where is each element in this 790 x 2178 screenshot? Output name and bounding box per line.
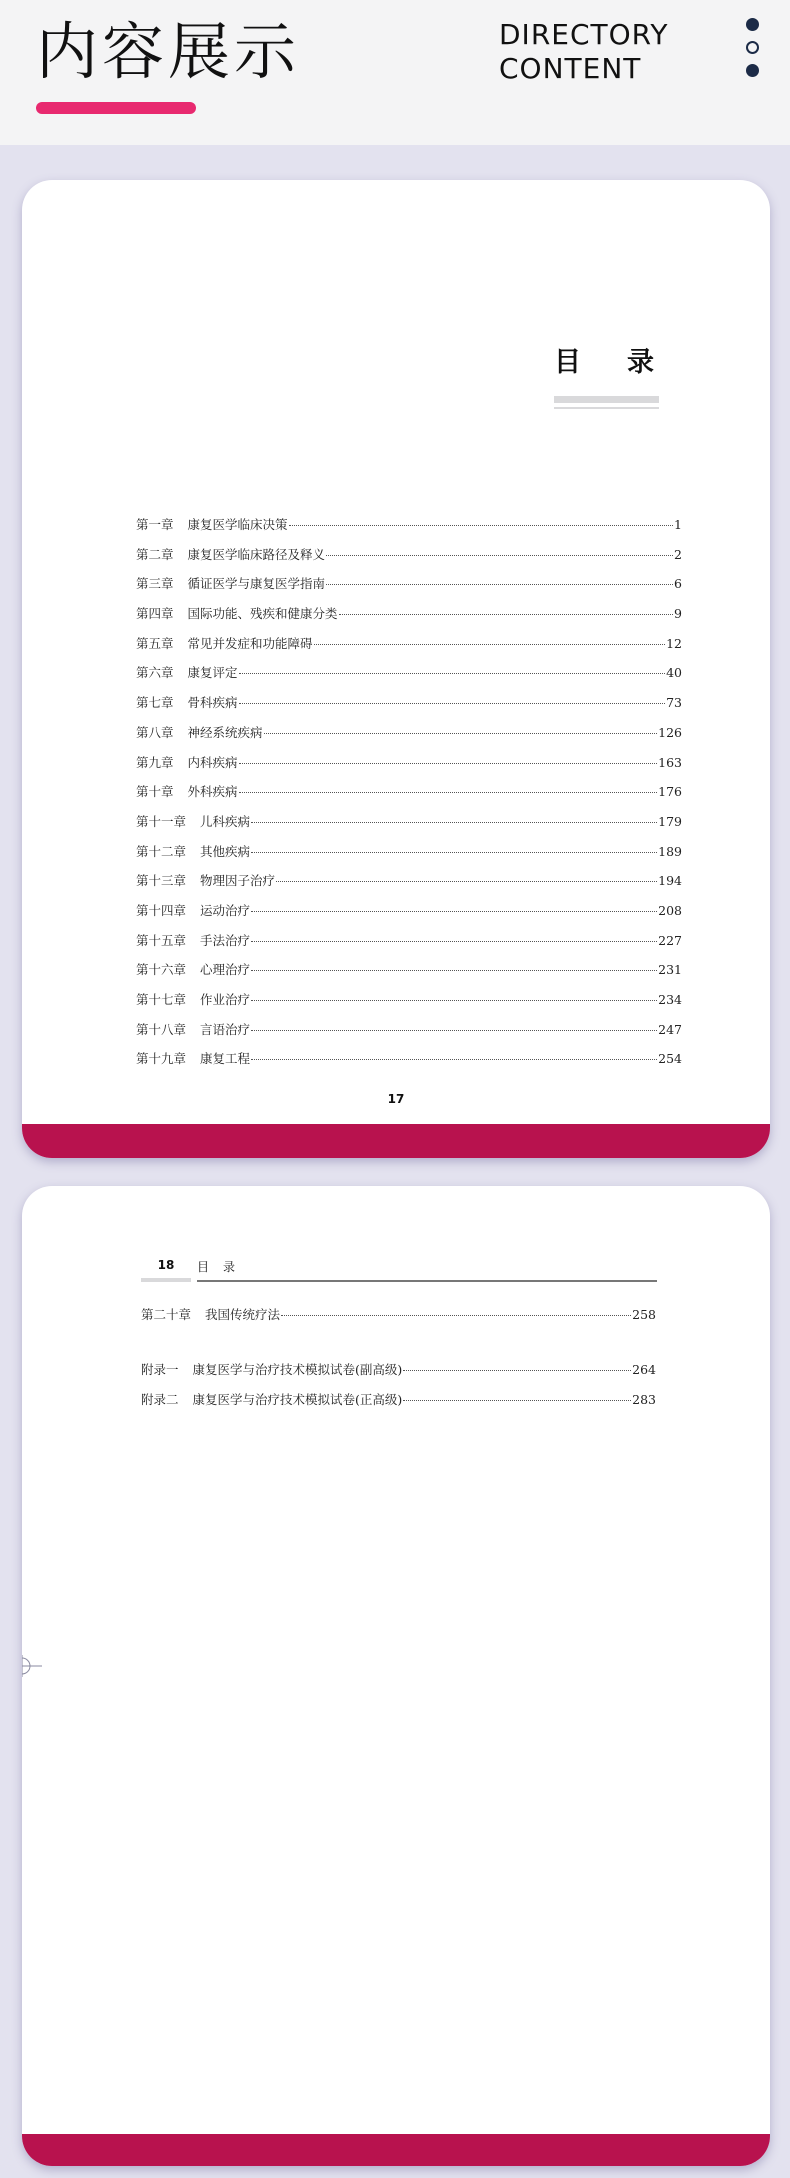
page-footer-band bbox=[22, 1124, 770, 1158]
toc-entry-title: 康复医学与治疗技术模拟试卷(正高级) bbox=[192, 1392, 403, 1407]
toc-entry bbox=[136, 604, 682, 634]
toc-chapter-label: 第十二章 bbox=[136, 843, 187, 859]
toc-entry-title: 儿科疾病 bbox=[200, 813, 251, 829]
toc-page-number: 2 bbox=[674, 546, 682, 562]
toc-entry bbox=[136, 515, 682, 545]
toc-page-number: 1 bbox=[674, 517, 682, 532]
toc-leader-dots bbox=[251, 1000, 657, 1001]
toc-leader-dots bbox=[339, 614, 674, 615]
toc-leader-dots bbox=[239, 763, 658, 764]
toc-entry bbox=[136, 842, 682, 872]
toc-chapter-label: 第十四章 bbox=[136, 902, 187, 918]
dot-filled-icon bbox=[746, 18, 759, 31]
toc-page-number: 126 bbox=[658, 724, 682, 740]
toc-chapter-label: 第十六章 bbox=[136, 962, 187, 978]
toc-leader-dots bbox=[403, 1370, 631, 1371]
toc-chapter-label: 第十五章 bbox=[136, 932, 187, 948]
toc-heading: 目录 bbox=[554, 347, 700, 378]
toc-leader-dots bbox=[239, 673, 666, 674]
header-accent-bar bbox=[36, 102, 196, 114]
toc-entry bbox=[136, 545, 682, 575]
toc-chapter-label: 第十九章 bbox=[136, 1051, 187, 1067]
toc-entry bbox=[136, 693, 682, 723]
toc-entry bbox=[136, 723, 682, 753]
toc-entry bbox=[136, 1020, 682, 1050]
toc-page-number: 254 bbox=[658, 1051, 682, 1067]
toc-entry-title: 神经系统疾病 bbox=[187, 724, 263, 740]
toc-page-number: 227 bbox=[658, 932, 682, 948]
header-english-line-2: CONTENT bbox=[499, 52, 642, 85]
dot-filled-icon bbox=[746, 64, 759, 77]
toc-leader-dots bbox=[314, 644, 666, 645]
toc-entry-title: 内科疾病 bbox=[187, 754, 238, 770]
page-footer-band bbox=[22, 2134, 770, 2166]
toc-entry-title: 康复医学临床决策 bbox=[187, 517, 288, 532]
header-english-line-1: DIRECTORY bbox=[499, 18, 669, 51]
toc-leader-dots bbox=[281, 1315, 631, 1316]
dot-hollow-icon bbox=[746, 41, 759, 54]
toc-page-number: 12 bbox=[666, 635, 682, 651]
header-title: 内容展示 bbox=[36, 15, 301, 88]
toc-page-number: 258 bbox=[632, 1307, 656, 1322]
toc-leader-dots bbox=[289, 525, 674, 526]
appendix-list bbox=[141, 1360, 656, 1420]
toc-entry-title: 康复工程 bbox=[200, 1051, 251, 1067]
running-header-rule bbox=[197, 1280, 657, 1282]
toc-leader-dots bbox=[251, 911, 657, 912]
toc-entry bbox=[136, 1049, 682, 1079]
toc-leader-dots bbox=[251, 822, 657, 823]
toc-leader-dots bbox=[326, 555, 673, 556]
toc-entry-title: 心理治疗 bbox=[200, 962, 251, 978]
toc-entry-title: 运动治疗 bbox=[200, 902, 251, 918]
toc-leader-dots bbox=[264, 733, 658, 734]
toc-leader-dots bbox=[239, 792, 658, 793]
running-page-number-bar bbox=[141, 1278, 191, 1282]
toc-entry bbox=[136, 634, 682, 664]
toc-page-number: 208 bbox=[658, 902, 682, 918]
toc-leader-dots bbox=[251, 852, 657, 853]
toc-chapter-label: 第四章 bbox=[136, 606, 174, 622]
toc-entry-title: 康复医学临床路径及释义 bbox=[187, 546, 326, 562]
toc-entry-title: 常见并发症和功能障碍 bbox=[187, 635, 313, 651]
toc-list-continued bbox=[141, 1305, 656, 1335]
toc-page-number: 264 bbox=[632, 1362, 656, 1377]
toc-entry-title: 言语治疗 bbox=[200, 1021, 251, 1037]
running-page-number: 18 bbox=[157, 1258, 175, 1272]
toc-page-number: 40 bbox=[666, 665, 682, 681]
toc-entry bbox=[136, 901, 682, 931]
toc-entry bbox=[136, 871, 682, 901]
toc-chapter-label: 附录一 bbox=[141, 1362, 179, 1377]
toc-entry-title: 循证医学与康复医学指南 bbox=[187, 576, 326, 592]
toc-leader-dots bbox=[251, 1030, 657, 1031]
toc-page-number: 9 bbox=[674, 606, 682, 622]
toc-page-number: 283 bbox=[632, 1392, 656, 1407]
toc-entry bbox=[141, 1305, 656, 1335]
toc-entry-title: 作业治疗 bbox=[200, 992, 251, 1007]
toc-page-number: 73 bbox=[666, 695, 682, 711]
toc-leader-dots bbox=[251, 1059, 657, 1060]
toc-entry-title: 其他疾病 bbox=[200, 843, 251, 859]
toc-chapter-label: 第十章 bbox=[136, 784, 174, 800]
toc-entry-title: 康复评定 bbox=[187, 665, 238, 681]
toc-entry bbox=[136, 574, 682, 604]
toc-chapter-label: 第七章 bbox=[136, 695, 174, 711]
toc-entry-title: 康复医学与治疗技术模拟试卷(副高级) bbox=[192, 1362, 403, 1377]
toc-entry bbox=[136, 990, 682, 1020]
toc-page-number: 194 bbox=[658, 873, 682, 889]
toc-page-number: 231 bbox=[658, 962, 682, 978]
toc-chapter-label: 第八章 bbox=[136, 724, 174, 740]
toc-entry bbox=[136, 812, 682, 842]
toc-entry bbox=[141, 1360, 656, 1390]
toc-page-number: 189 bbox=[658, 843, 682, 859]
toc-chapter-label: 第五章 bbox=[136, 635, 174, 651]
toc-entry bbox=[136, 931, 682, 961]
toc-entry-title: 手法治疗 bbox=[200, 932, 251, 948]
toc-chapter-label: 第三章 bbox=[136, 576, 174, 592]
toc-leader-dots bbox=[251, 941, 657, 942]
toc-page-number: 179 bbox=[658, 813, 682, 829]
toc-entry bbox=[136, 960, 682, 990]
running-title: 目录 bbox=[197, 1260, 250, 1274]
toc-leader-dots bbox=[326, 584, 673, 585]
page-header bbox=[0, 0, 790, 145]
toc-heading-rule bbox=[554, 396, 659, 409]
toc-entry bbox=[136, 782, 682, 812]
toc-entry-title: 骨科疾病 bbox=[187, 695, 238, 711]
toc-chapter-label: 第九章 bbox=[136, 754, 174, 770]
toc-page-number: 176 bbox=[658, 784, 682, 800]
toc-list bbox=[136, 515, 682, 1079]
toc-entry-title: 物理因子治疗 bbox=[200, 873, 276, 889]
toc-chapter-label: 第十八章 bbox=[136, 1021, 187, 1037]
book-page-18 bbox=[22, 1186, 770, 2166]
header-english-title bbox=[499, 18, 668, 86]
toc-chapter-label: 第一章 bbox=[136, 517, 174, 532]
toc-chapter-label: 附录二 bbox=[141, 1392, 179, 1407]
toc-chapter-label: 第二十章 bbox=[141, 1307, 192, 1322]
toc-entry-title: 我国传统疗法 bbox=[205, 1307, 281, 1322]
toc-page-number: 6 bbox=[674, 576, 682, 592]
toc-page-number: 247 bbox=[658, 1021, 682, 1037]
toc-entry bbox=[141, 1390, 656, 1420]
toc-entry-title: 国际功能、残疾和健康分类 bbox=[187, 606, 338, 622]
toc-chapter-label: 第十一章 bbox=[136, 813, 187, 829]
page-number: 17 bbox=[387, 1092, 405, 1106]
toc-entry bbox=[136, 753, 682, 783]
book-page-17 bbox=[22, 180, 770, 1158]
toc-chapter-label: 第二章 bbox=[136, 546, 174, 562]
toc-leader-dots bbox=[276, 881, 657, 882]
crop-mark-icon bbox=[22, 1655, 42, 1677]
toc-entry bbox=[136, 663, 682, 693]
toc-chapter-label: 第十七章 bbox=[136, 992, 187, 1007]
toc-page-number: 234 bbox=[658, 992, 682, 1007]
page-indicator bbox=[746, 18, 760, 87]
toc-entry-title: 外科疾病 bbox=[187, 784, 238, 800]
toc-leader-dots bbox=[403, 1400, 631, 1401]
toc-chapter-label: 第十三章 bbox=[136, 873, 187, 889]
toc-leader-dots bbox=[251, 970, 657, 971]
toc-leader-dots bbox=[239, 703, 666, 704]
toc-chapter-label: 第六章 bbox=[136, 665, 174, 681]
toc-page-number: 163 bbox=[658, 754, 682, 770]
